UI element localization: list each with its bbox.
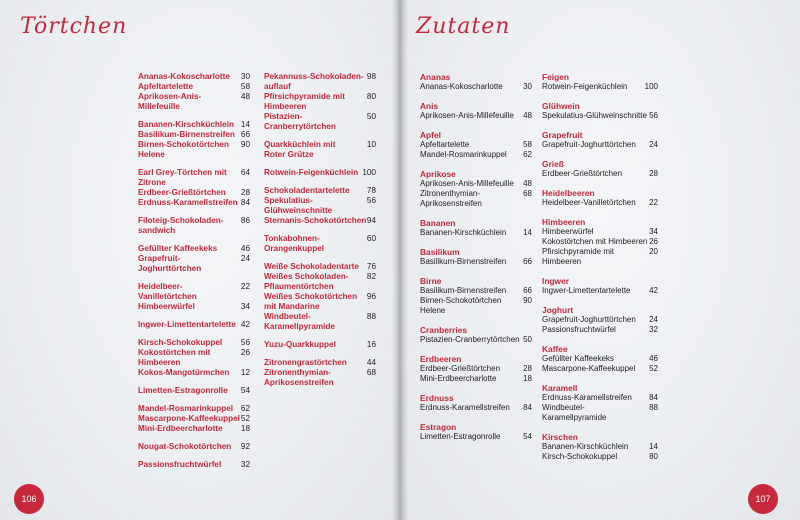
page-ref: 96 — [366, 292, 376, 301]
index-entry — [264, 140, 376, 160]
ingredient-heading: Kaffee — [542, 344, 568, 354]
recipe-name: Ingwer-Limettentartelette — [542, 286, 631, 295]
recipe-name: Aprikosen-Anis-Millefeuille — [138, 92, 202, 111]
recipe-name: Bananen-Kirschküchlein — [138, 120, 234, 129]
page-ref: 20 — [649, 247, 658, 256]
index-entry — [264, 340, 376, 350]
ingredient-heading: Cranberries — [420, 325, 468, 335]
index-entry — [542, 111, 658, 121]
left-page — [0, 0, 398, 520]
index-entry — [542, 198, 658, 208]
index-entry — [138, 82, 250, 92]
index-entry — [138, 216, 250, 236]
recipe-name: Mandel-Rosmarinkuppel — [138, 404, 234, 413]
index-entry — [420, 150, 532, 160]
page-ref: 76 — [366, 262, 376, 271]
recipe-name: Aprikosen-Anis-Millefeuille — [420, 111, 514, 120]
index-entry — [542, 325, 658, 335]
index-entry — [138, 92, 250, 112]
recipe-name: Pistazien-Cranberrytörtchen — [420, 335, 520, 344]
index-entry — [138, 414, 250, 424]
page-ref: 52 — [649, 364, 658, 373]
page-ref: 84 — [649, 393, 658, 402]
ingredient-heading: Karamell — [542, 383, 578, 393]
page-ref: 14 — [240, 120, 250, 129]
recipe-name: Himbeerwürfel — [542, 227, 594, 236]
page-ref: 32 — [649, 325, 658, 334]
recipe-name: Apfeltartelette — [420, 140, 470, 149]
index-entry — [138, 130, 250, 140]
index-entry — [420, 111, 532, 121]
index-entry — [420, 286, 532, 296]
index-entry — [542, 442, 658, 452]
recipe-name: Grapefruit-Joghurttörtchen — [542, 140, 636, 149]
recipe-name: Pfirsichpyramide mit Himbeeren — [542, 247, 615, 266]
index-entry — [420, 179, 532, 189]
ingredient-heading: Heidelbeeren — [542, 188, 595, 198]
page-ref: 84 — [523, 403, 532, 412]
page-ref: 98 — [366, 72, 376, 81]
recipe-name: Mini-Erdbeercharlotte — [420, 374, 497, 383]
page-ref: 66 — [523, 257, 532, 266]
recipe-name: Birnen-Schokotörtchen Helene — [138, 140, 229, 159]
recipe-name: Gefüllter Kaffeekeks — [138, 244, 218, 253]
index-entry — [138, 198, 250, 208]
page-ref: 90 — [523, 296, 532, 305]
recipe-name: Earl Grey-Törtchen mit Zitrone — [138, 168, 227, 187]
page-ref: 52 — [240, 414, 250, 423]
index-entry — [138, 254, 250, 274]
page-ref: 26 — [649, 237, 658, 246]
ingredient-heading: Grieß — [542, 159, 564, 169]
index-entry — [264, 358, 376, 368]
index-entry — [138, 282, 250, 302]
page-ref: 32 — [240, 460, 250, 469]
index-entry — [542, 452, 658, 462]
index-entry — [542, 286, 658, 296]
page-ref: 58 — [523, 140, 532, 149]
index-entry — [420, 364, 532, 374]
index-entry — [264, 186, 376, 196]
page-ref: 84 — [240, 198, 250, 207]
page-ref: 56 — [649, 111, 658, 120]
index-entry — [264, 312, 376, 332]
ingredient-heading: Feigen — [542, 72, 569, 82]
recipe-index-column-2 — [264, 72, 376, 388]
recipe-name: Quarkküchlein mit Roter Grütze — [264, 140, 336, 159]
recipe-name: Pekannuss-Schokoladen- auflauf — [264, 72, 364, 91]
index-entry — [542, 82, 658, 92]
recipe-name: Ingwer-Limettentartelette — [138, 320, 236, 329]
page-title: Törtchen — [20, 14, 128, 39]
index-entry — [264, 92, 376, 112]
ingredient-index-column-2 — [542, 72, 658, 462]
page-ref: 42 — [649, 286, 658, 295]
ingredient-heading: Estragon — [420, 422, 457, 432]
recipe-name: Limetten-Estragonrolle — [138, 386, 228, 395]
ingredient-heading: Bananen — [420, 218, 456, 228]
recipe-name: Windbeutel-Karamellpyramide — [542, 403, 607, 422]
ingredient-heading: Ingwer — [542, 276, 569, 286]
page-ref: 14 — [523, 228, 532, 237]
page-ref: 78 — [366, 186, 376, 195]
page-ref: 28 — [649, 169, 658, 178]
recipe-name: Spekulatius-Glühweinschnitte — [542, 111, 647, 120]
index-entry — [264, 196, 376, 216]
recipe-name: Spekulatius- Glühweinschnitte — [264, 196, 333, 215]
recipe-name: Ananas-Kokoscharlotte — [420, 82, 503, 91]
page-ref: 48 — [240, 92, 250, 101]
page-ref: 86 — [240, 216, 250, 225]
index-entry — [138, 320, 250, 330]
page-ref: 58 — [240, 82, 250, 91]
index-entry — [138, 368, 250, 378]
index-entry — [264, 292, 376, 312]
recipe-name: Mini-Erdbeercharlotte — [138, 424, 223, 433]
page-ref: 88 — [366, 312, 376, 321]
page-ref: 62 — [240, 404, 250, 413]
page-ref: 22 — [240, 282, 250, 291]
page-ref: 34 — [240, 302, 250, 311]
recipe-name: Erdnuss-Karamellstreifen — [420, 403, 510, 412]
recipe-name: Zitronenthymian- Aprikosenstreifen — [420, 189, 482, 208]
index-entry — [138, 404, 250, 414]
page-ref: 46 — [240, 244, 250, 253]
page-ref: 48 — [523, 179, 532, 188]
recipe-name: Mandel-Rosmarinkuppel — [420, 150, 507, 159]
recipe-name: Basilikum-Birnenstreifen — [420, 286, 507, 295]
page-ref: 100 — [644, 82, 658, 91]
page-ref: 30 — [523, 82, 532, 91]
recipe-name: Kirsch-Schokokuppel — [138, 338, 223, 347]
page-ref: 54 — [240, 386, 250, 395]
recipe-name: Limetten-Estragonrolle — [420, 432, 501, 441]
page-ref: 88 — [649, 403, 658, 412]
page-ref: 68 — [523, 189, 532, 198]
index-entry — [138, 442, 250, 452]
recipe-name: Kokos-Mangotürmchen — [138, 368, 230, 377]
index-entry — [138, 386, 250, 396]
index-entry — [542, 354, 658, 364]
index-entry — [264, 234, 376, 254]
recipe-name: Erdnuss-Karamellstreifen — [138, 198, 238, 207]
index-entry — [542, 364, 658, 374]
index-entry — [138, 120, 250, 130]
index-entry — [138, 338, 250, 348]
index-entry — [542, 169, 658, 179]
recipe-name: Himbeerwürfel — [138, 302, 195, 311]
index-entry — [138, 302, 250, 312]
recipe-name: Gefüllter Kaffeekeks — [542, 354, 614, 363]
page-ref: 56 — [366, 196, 376, 205]
recipe-name: Weißes Schokotörtchen mit Mandarine — [264, 292, 358, 311]
ingredient-heading: Aprikose — [420, 169, 456, 179]
index-entry — [138, 348, 250, 368]
recipe-name: Pfirsichpyramide mit Himbeeren — [264, 92, 345, 111]
page-ref: 18 — [523, 374, 532, 383]
index-entry — [264, 216, 376, 226]
index-entry — [264, 112, 376, 132]
page-ref: 82 — [366, 272, 376, 281]
page-ref: 66 — [240, 130, 250, 139]
ingredient-heading: Grapefruit — [542, 130, 583, 140]
recipe-name: Erdbeer-Grießtörtchen — [138, 188, 226, 197]
page-ref: 50 — [523, 335, 532, 344]
recipe-name: Mascarpone-Kaffeekuppel — [138, 414, 240, 423]
recipe-name: Mascarpone-Kaffeekuppel — [542, 364, 636, 373]
page-ref: 80 — [649, 452, 658, 461]
index-entry — [420, 374, 532, 384]
index-entry — [542, 227, 658, 237]
recipe-name: Kokostörtchen mit Himbeeren — [138, 348, 211, 367]
index-entry — [264, 262, 376, 272]
ingredient-index-column-1 — [420, 72, 532, 442]
page-ref: 28 — [240, 188, 250, 197]
page-title: Zutaten — [416, 14, 511, 39]
recipe-name: Zitronenthymian- Aprikosenstreifen — [264, 368, 334, 387]
page-ref: 48 — [523, 111, 532, 120]
recipe-name: Passionsfruchtwürfel — [138, 460, 222, 469]
ingredient-heading: Glühwein — [542, 101, 580, 111]
page-ref: 22 — [649, 198, 658, 207]
recipe-name: Grapefruit-Joghurttörtchen — [138, 254, 202, 273]
index-entry — [542, 315, 658, 325]
page-ref: 100 — [362, 168, 376, 177]
page-ref: 44 — [366, 358, 376, 367]
page-ref: 24 — [240, 254, 250, 263]
page-ref: 94 — [366, 216, 376, 225]
index-entry — [420, 403, 532, 413]
recipe-index-column-1 — [138, 72, 250, 470]
recipe-name: Erdnuss-Karamellstreifen — [542, 393, 632, 402]
page-ref: 92 — [240, 442, 250, 451]
page-ref: 10 — [366, 140, 376, 149]
ingredient-heading: Apfel — [420, 130, 441, 140]
page-ref: 18 — [240, 424, 250, 433]
index-entry — [542, 140, 658, 150]
page-ref: 68 — [366, 368, 376, 377]
page-ref: 24 — [649, 315, 658, 324]
index-entry — [138, 424, 250, 434]
page-ref: 80 — [366, 92, 376, 101]
recipe-name: Windbeutel- Karamellpyramide — [264, 312, 335, 331]
index-entry — [420, 335, 532, 345]
recipe-name: Basilikum-Birnenstreifen — [420, 257, 507, 266]
ingredient-heading: Anis — [420, 101, 439, 111]
page-ref: 90 — [240, 140, 250, 149]
right-page — [402, 0, 800, 520]
recipe-name: Aprikosen-Anis-Millefeuille — [420, 179, 514, 188]
recipe-name: Filoteig-Schokoladen- sandwich — [138, 216, 224, 235]
ingredient-heading: Basilikum — [420, 247, 460, 257]
page-ref: 12 — [240, 368, 250, 377]
page-ref: 30 — [240, 72, 250, 81]
index-entry — [420, 257, 532, 267]
recipe-name: Yuzu-Quarkkuppel — [264, 340, 336, 349]
recipe-name: Ananas-Kokoscharlotte — [138, 72, 230, 81]
index-entry — [264, 272, 376, 292]
page-ref: 24 — [649, 140, 658, 149]
index-entry — [138, 460, 250, 470]
index-entry — [138, 244, 250, 254]
page-ref: 54 — [523, 432, 532, 441]
page-ref: 46 — [649, 354, 658, 363]
ingredient-heading: Joghurt — [542, 305, 574, 315]
ingredient-heading: Himbeeren — [542, 217, 586, 227]
index-entry — [542, 403, 658, 423]
page-ref: 26 — [240, 348, 250, 357]
index-entry — [542, 237, 658, 247]
index-entry — [264, 168, 376, 178]
recipe-name: Grapefruit-Joghurttörtchen — [542, 315, 636, 324]
page-ref: 34 — [649, 227, 658, 236]
ingredient-heading: Kirschen — [542, 432, 578, 442]
recipe-name: Nougat-Schokotörtchen — [138, 442, 232, 451]
recipe-name: Schokoladentartelette — [264, 186, 350, 195]
page-ref: 50 — [366, 112, 376, 121]
page-ref: 56 — [240, 338, 250, 347]
index-entry — [420, 140, 532, 150]
page-ref: 64 — [240, 168, 250, 177]
index-entry — [264, 72, 376, 92]
recipe-name: Pistazien- Cranberrytörtchen — [264, 112, 336, 131]
recipe-name: Kirsch-Schokokuppel — [542, 452, 618, 461]
recipe-name: Passionsfruchtwürfel — [542, 325, 616, 334]
recipe-name: Kokostörtchen mit Himbeeren — [542, 237, 648, 246]
ingredient-heading: Ananas — [420, 72, 451, 82]
recipe-name: Rotwein-Feigenküchlein — [264, 168, 359, 177]
index-entry — [420, 189, 532, 209]
index-entry — [264, 368, 376, 388]
index-entry — [420, 228, 532, 238]
recipe-name: Tonkabohnen- Orangenkuppel — [264, 234, 325, 253]
recipe-name: Erdbeer-Grießtörtchen — [542, 169, 623, 178]
index-entry — [420, 82, 532, 92]
page-number: 106 — [14, 484, 44, 514]
page-ref: 16 — [366, 340, 376, 349]
page-ref: 28 — [523, 364, 532, 373]
index-entry — [138, 168, 250, 188]
page-ref: 66 — [523, 286, 532, 295]
page-ref: 42 — [240, 320, 250, 329]
book-gutter — [392, 0, 408, 520]
page-ref: 14 — [649, 442, 658, 451]
index-entry — [138, 140, 250, 160]
recipe-name: Heidelbeer-Vanilletörtchen — [138, 282, 197, 301]
index-entry — [138, 72, 250, 82]
page-number: 107 — [748, 484, 778, 514]
recipe-name: Bananen-Kirschküchlein — [542, 442, 629, 451]
index-entry — [420, 296, 532, 316]
page-ref: 62 — [523, 150, 532, 159]
recipe-name: Erdbeer-Grießtörtchen — [420, 364, 501, 373]
index-entry — [138, 188, 250, 198]
index-entry — [542, 393, 658, 403]
page-ref: 60 — [366, 234, 376, 243]
recipe-name: Bananen-Kirschküchlein — [420, 228, 507, 237]
recipe-name: Weißes Schokoladen- Pflaumentörtchen — [264, 272, 349, 291]
recipe-name: Sternanis-Schokotörtchen — [264, 216, 367, 225]
recipe-name: Basilikum-Birnenstreifen — [138, 130, 235, 139]
ingredient-heading: Erdbeeren — [420, 354, 462, 364]
index-entry — [420, 432, 532, 442]
index-entry — [542, 247, 658, 267]
recipe-name: Birnen-Schokotörtchen Helene — [420, 296, 502, 315]
recipe-name: Weiße Schokoladentarte — [264, 262, 359, 271]
recipe-name: Rotwein-Feigenküchlein — [542, 82, 628, 91]
recipe-name: Heidelbeer-Vanilletörtchen — [542, 198, 636, 207]
recipe-name: Apfeltartelette — [138, 82, 194, 91]
recipe-name: Zitronengrastörtchen — [264, 358, 347, 367]
ingredient-heading: Birne — [420, 276, 442, 286]
ingredient-heading: Erdnuss — [420, 393, 454, 403]
